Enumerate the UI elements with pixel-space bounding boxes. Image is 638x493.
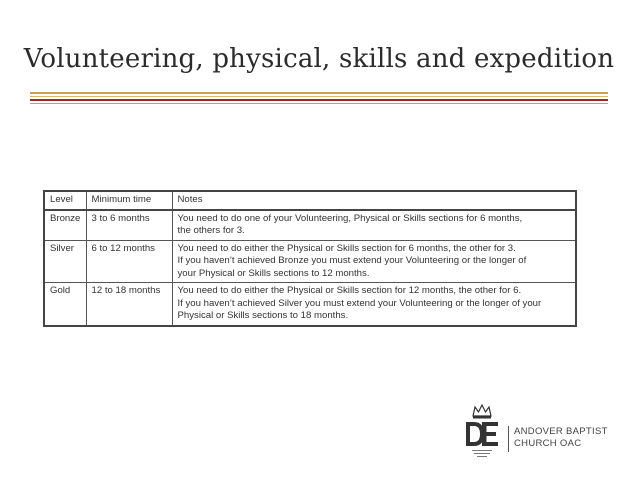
table-row-gold: [44, 283, 576, 326]
cell-notes: [172, 210, 576, 241]
header-notes: Notes: [172, 191, 576, 210]
header-level: Level: [44, 191, 86, 210]
note-line: If you haven’t achieved Bronze you must extend your Volunteering or the longer of: [177, 255, 527, 266]
divider-maroon: [30, 99, 608, 101]
cell-notes: [172, 240, 576, 283]
cell-level: Bronze: [44, 210, 86, 241]
table-row-silver: [44, 240, 576, 283]
table-row-bronze: [44, 210, 576, 241]
note-line: Physical or Skills sections to 18 months.: [177, 310, 349, 321]
cell-time: 6 to 12 months: [86, 240, 172, 283]
section-duration-table: [43, 190, 577, 327]
cell-level: Gold: [44, 283, 86, 326]
note-line: You need to do one of your Volunteering, Physical or Skills sections for 6 months,: [177, 212, 523, 224]
logo-line-2: CHURCH OAC: [514, 438, 582, 449]
cell-level: Silver: [44, 240, 86, 283]
logo-line-1: ANDOVER BAPTIST: [514, 426, 608, 437]
logo-divider: [508, 426, 509, 452]
divider-gold-thin: [30, 96, 608, 97]
cell-notes: [172, 283, 576, 326]
note-line: your Physical or Skills sections to 12 months.: [177, 267, 370, 279]
divider-gold: [30, 92, 608, 94]
award-logo: [462, 402, 612, 462]
note-line: If you haven’t achieved Silver you must extend your Volunteering or the longer of your: [177, 297, 542, 309]
slide-title: Volunteering, physical, skills and expedition: [23, 44, 615, 74]
cell-time: 12 to 18 months: [86, 283, 172, 326]
divider-gold-bottom: [30, 103, 608, 104]
note-line: You need to do either the Physical or Skills section for 12 months, the other for 6.: [177, 285, 522, 296]
note-line: the others for 3.: [177, 225, 245, 236]
note-line: You need to do either the Physical or Skills section for 6 months, the other for 3.: [177, 242, 516, 254]
table-header-row: [44, 191, 576, 210]
logo-text: [514, 426, 608, 450]
header-minimum-time: Minimum time: [86, 191, 172, 210]
cell-time: 3 to 6 months: [86, 210, 172, 241]
duke-of-edinburgh-award-icon: [462, 402, 502, 462]
